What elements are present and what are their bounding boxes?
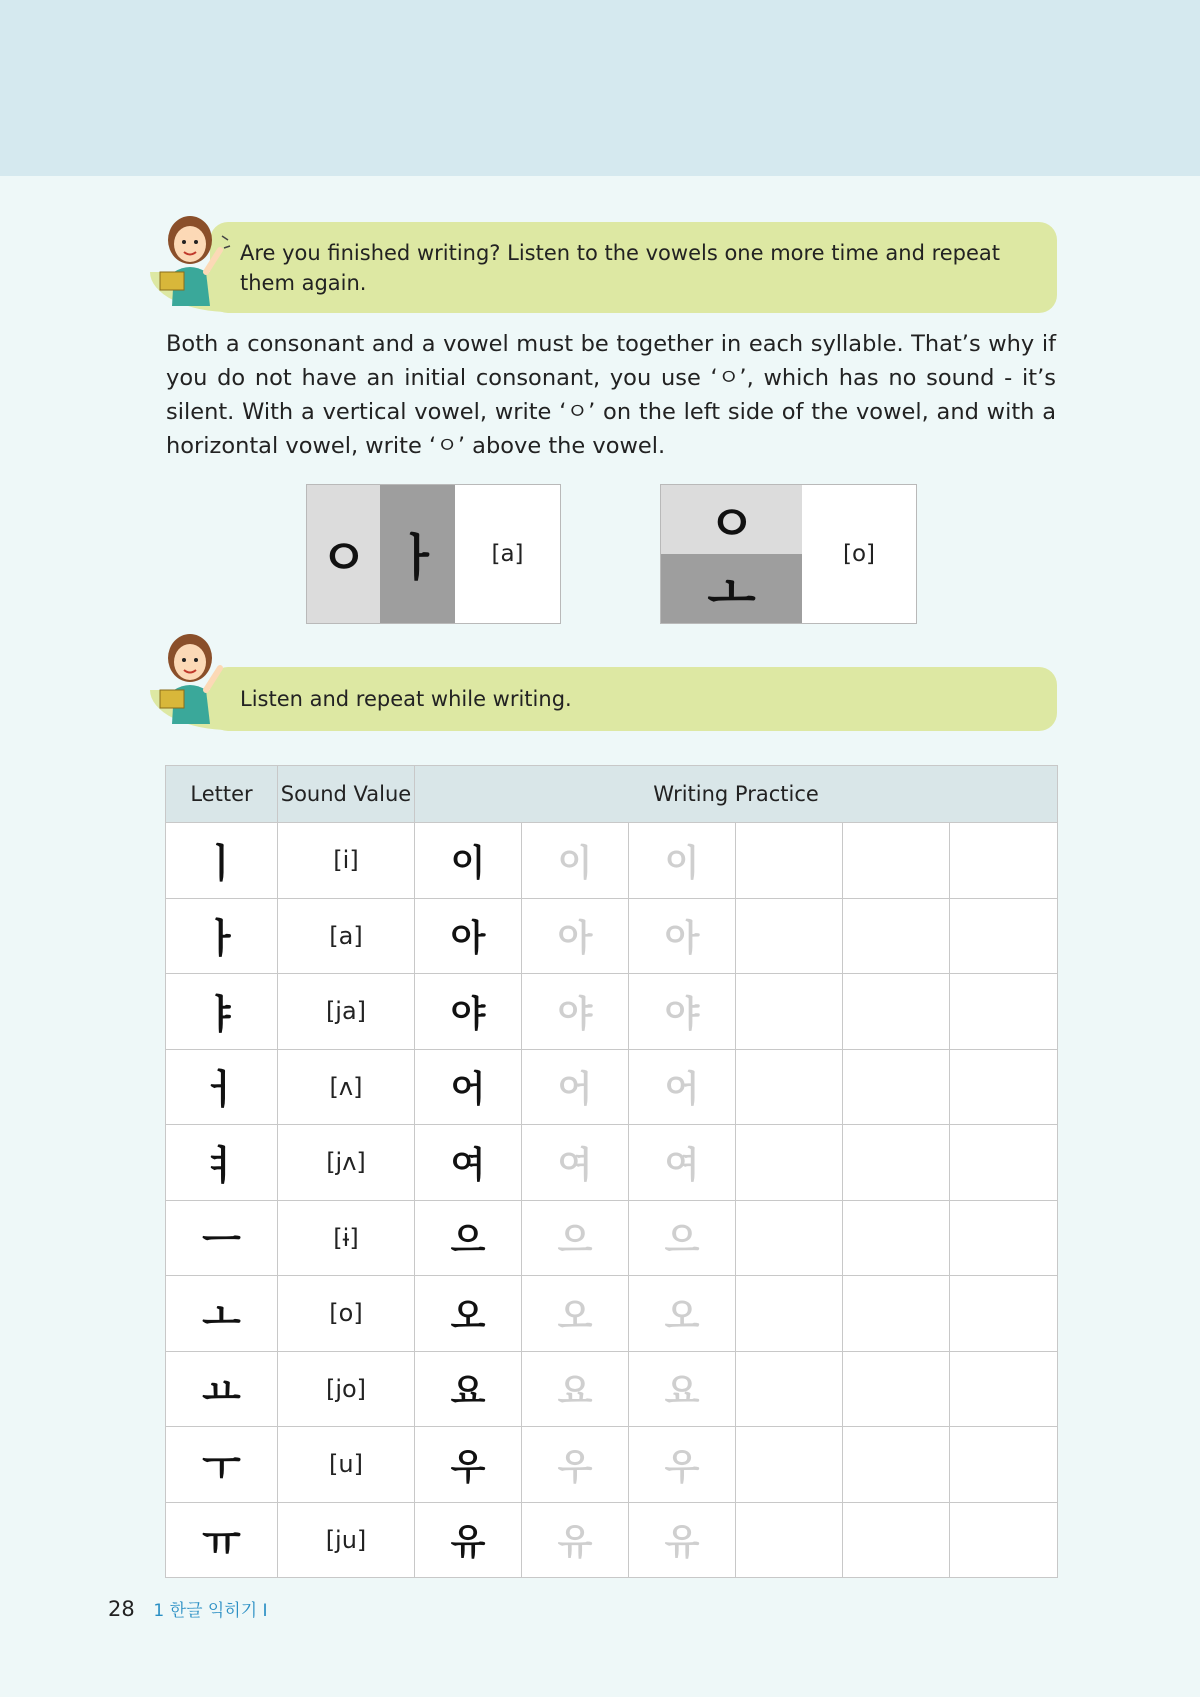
table-row	[166, 1351, 1058, 1427]
vowel-cell	[661, 554, 802, 623]
trace-syllable-cell[interactable]: 어	[629, 1049, 736, 1125]
table-row	[166, 1427, 1058, 1503]
model-syllable-cell: 유	[415, 1502, 522, 1578]
blank-practice-cell[interactable]	[843, 898, 950, 974]
vowel-jamo: ㅗ	[707, 563, 756, 622]
teacher-illustration-icon	[156, 628, 236, 724]
letter-cell: ㅕ	[166, 1125, 278, 1201]
syllable-example-a	[306, 484, 561, 624]
sound-value-cell: [a]	[278, 898, 415, 974]
blank-practice-cell[interactable]	[950, 1502, 1058, 1578]
table-row	[166, 898, 1058, 974]
trace-syllable-cell[interactable]: 유	[629, 1502, 736, 1578]
model-syllable-cell: 어	[415, 1049, 522, 1125]
trace-syllable-cell[interactable]: 아	[629, 898, 736, 974]
table-header-row	[166, 766, 1058, 823]
trace-syllable-cell[interactable]: 이	[629, 823, 736, 899]
syllable-example-o	[660, 484, 917, 624]
table-row	[166, 1276, 1058, 1352]
table-row	[166, 823, 1058, 899]
sound-value-cell: [jʌ]	[278, 1125, 415, 1201]
blank-practice-cell[interactable]	[843, 1351, 950, 1427]
header-sound-value: Sound Value	[278, 766, 415, 823]
letter-cell: ㅏ	[166, 898, 278, 974]
blank-practice-cell[interactable]	[843, 1049, 950, 1125]
blank-practice-cell[interactable]	[843, 1276, 950, 1352]
trace-syllable-cell[interactable]: 요	[522, 1351, 629, 1427]
blank-practice-cell[interactable]	[736, 1125, 843, 1201]
letter-cell: ㅠ	[166, 1502, 278, 1578]
sound-cell	[802, 485, 916, 623]
table-row	[166, 974, 1058, 1050]
trace-syllable-cell[interactable]: 요	[629, 1351, 736, 1427]
teacher-illustration-icon	[156, 210, 236, 306]
blank-practice-cell[interactable]	[736, 974, 843, 1050]
sound-value: [a]	[491, 541, 524, 567]
sound-cell	[455, 485, 560, 623]
letter-cell: ㅜ	[166, 1427, 278, 1503]
vowel-cell	[380, 485, 455, 623]
consonant-jamo: ㅇ	[707, 494, 756, 553]
trace-syllable-cell[interactable]: 이	[522, 823, 629, 899]
trace-syllable-cell[interactable]: 여	[629, 1125, 736, 1201]
blank-practice-cell[interactable]	[736, 1049, 843, 1125]
sound-value: [o]	[842, 541, 876, 567]
model-syllable-cell: 요	[415, 1351, 522, 1427]
table-row	[166, 1125, 1058, 1201]
trace-syllable-cell[interactable]: 으	[522, 1200, 629, 1276]
initial-consonant-cell	[307, 485, 380, 623]
trace-syllable-cell[interactable]: 으	[629, 1200, 736, 1276]
model-syllable-cell: 여	[415, 1125, 522, 1201]
initial-consonant-cell	[661, 485, 802, 554]
letter-cell: ㅛ	[166, 1351, 278, 1427]
sound-value-cell: [ju]	[278, 1502, 415, 1578]
speech-bubble-finished	[210, 222, 1057, 313]
model-syllable-cell: 아	[415, 898, 522, 974]
blank-practice-cell[interactable]	[950, 1427, 1058, 1503]
writing-practice-table	[165, 765, 1058, 1578]
table-row	[166, 1502, 1058, 1578]
blank-practice-cell[interactable]	[950, 1276, 1058, 1352]
speech-bubble-listen	[210, 667, 1057, 731]
letter-cell: ㅗ	[166, 1276, 278, 1352]
blank-practice-cell[interactable]	[736, 1351, 843, 1427]
trace-syllable-cell[interactable]: 오	[629, 1276, 736, 1352]
blank-practice-cell[interactable]	[950, 1200, 1058, 1276]
model-syllable-cell: 으	[415, 1200, 522, 1276]
blank-practice-cell[interactable]	[736, 1200, 843, 1276]
trace-syllable-cell[interactable]: 여	[522, 1125, 629, 1201]
consonant-jamo: ㅇ	[319, 529, 368, 587]
header-band	[0, 0, 1200, 176]
blank-practice-cell[interactable]	[736, 1502, 843, 1578]
blank-practice-cell[interactable]	[950, 1351, 1058, 1427]
blank-practice-cell[interactable]	[950, 898, 1058, 974]
page-footer	[108, 1596, 268, 1621]
model-syllable-cell: 이	[415, 823, 522, 899]
table-row	[166, 1049, 1058, 1125]
chapter-title: 1 한글 익히기 I	[153, 1601, 268, 1621]
bubble-text: Are you finished writing? Listen to the vowels one more time and repeat them again.	[240, 240, 1001, 295]
blank-practice-cell[interactable]	[736, 1427, 843, 1503]
header-writing-practice: Writing Practice	[415, 766, 1058, 823]
trace-syllable-cell[interactable]: 야	[629, 974, 736, 1050]
trace-syllable-cell[interactable]: 유	[522, 1502, 629, 1578]
sound-value-cell: [u]	[278, 1427, 415, 1503]
trace-syllable-cell[interactable]: 오	[522, 1276, 629, 1352]
model-syllable-cell: 야	[415, 974, 522, 1050]
blank-practice-cell[interactable]	[950, 1125, 1058, 1201]
table-row	[166, 1200, 1058, 1276]
sound-value-cell: [ɨ]	[278, 1200, 415, 1276]
letter-cell: ㅑ	[166, 974, 278, 1050]
blank-practice-cell[interactable]	[736, 1276, 843, 1352]
trace-syllable-cell[interactable]: 우	[522, 1427, 629, 1503]
blank-practice-cell[interactable]	[843, 1502, 950, 1578]
sound-value-cell: [o]	[278, 1276, 415, 1352]
vowel-jamo: ㅏ	[393, 529, 442, 587]
instruction-paragraph: Both a consonant and a vowel must be together in each syllable. That’s why if you do not have an initial consonant, you use ‘ㅇ’, which has no sound - it’s silent. With a vertical vowel, write ‘ㅇ’ on the left side of the vowel, and with a horizontal vowel, write ‘ㅇ’ above the vowel.	[166, 331, 1056, 459]
letter-cell: ㅓ	[166, 1049, 278, 1125]
page-number: 28	[108, 1597, 135, 1621]
trace-syllable-cell[interactable]: 아	[522, 898, 629, 974]
blank-practice-cell[interactable]	[950, 974, 1058, 1050]
blank-practice-cell[interactable]	[843, 823, 950, 899]
blank-practice-cell[interactable]	[843, 1200, 950, 1276]
letter-cell: ㅣ	[166, 823, 278, 899]
trace-syllable-cell[interactable]: 어	[522, 1049, 629, 1125]
sound-value-cell: [i]	[278, 823, 415, 899]
blank-practice-cell[interactable]	[950, 1049, 1058, 1125]
trace-syllable-cell[interactable]: 야	[522, 974, 629, 1050]
blank-practice-cell[interactable]	[843, 1125, 950, 1201]
blank-practice-cell[interactable]	[843, 1427, 950, 1503]
blank-practice-cell[interactable]	[736, 898, 843, 974]
header-letter: Letter	[166, 766, 278, 823]
sound-value-cell: [ja]	[278, 974, 415, 1050]
sound-value-cell: [ʌ]	[278, 1049, 415, 1125]
sound-value-cell: [jo]	[278, 1351, 415, 1427]
blank-practice-cell[interactable]	[843, 974, 950, 1050]
model-syllable-cell: 오	[415, 1276, 522, 1352]
bubble-text: Listen and repeat while writing.	[240, 687, 572, 711]
model-syllable-cell: 우	[415, 1427, 522, 1503]
blank-practice-cell[interactable]	[950, 823, 1058, 899]
blank-practice-cell[interactable]	[736, 823, 843, 899]
letter-cell: ㅡ	[166, 1200, 278, 1276]
trace-syllable-cell[interactable]: 우	[629, 1427, 736, 1503]
